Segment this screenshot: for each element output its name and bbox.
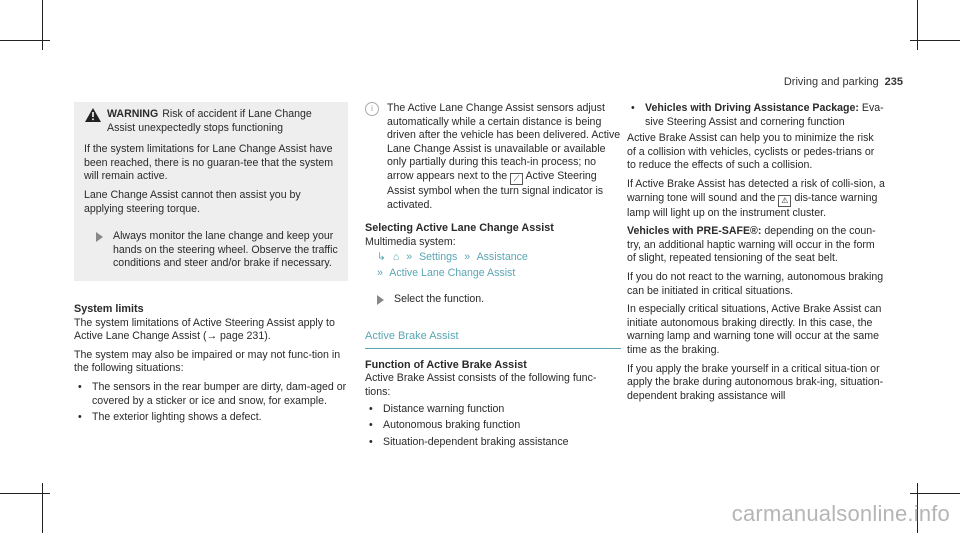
info-text: Active Steering Assist symbol when the turn signal indicator is activated.	[387, 169, 604, 211]
paragraph: In especially critical situations, Active Brake Assist can initiate autonomous braking directly. In this case, the warning lamp and warning tone will occur at the same time as the braking.	[627, 303, 882, 356]
paragraph: If you do not react to the warning, autonomous braking can be initiated in critical situations.	[627, 270, 884, 297]
steering-assist-icon: ⟋	[510, 173, 523, 185]
info-note	[365, 102, 621, 212]
warning-paragraph: If the system limitations for Lane Change Assist have been reached, there is no guaran-tee that the system will remain active.	[84, 143, 334, 183]
warning-paragraph: Lane Change Assist cannot then assist you by applying steering torque.	[84, 188, 301, 215]
paragraph: If Active Brake Assist has detected a risk of colli-sion, a warning tone will sound and the ⚠ dis-tance warning lamp will light up on the instrument cluster.	[627, 177, 885, 219]
menu-item-settings[interactable]: Settings	[419, 251, 458, 264]
info-icon: i	[365, 102, 379, 116]
subheading: System limits	[74, 302, 144, 315]
action-text: Always monitor the lane change and keep your hands on the steering wheel. Observe the traffic conditions and steer and/or brake if necessary.	[113, 230, 338, 270]
section-title: Active Brake Assist	[365, 330, 621, 349]
warning-box	[74, 102, 348, 281]
running-header	[784, 76, 903, 88]
action-arrow-icon	[96, 232, 103, 242]
section-name: Driving and parking	[783, 76, 879, 88]
action-text: Select the function.	[394, 292, 485, 305]
paragraph: The system limitations of Active Steering Assist apply to Active Lane Change Assist (→ page 231).	[74, 316, 335, 343]
paragraph: The system may also be impaired or may not func-tion in the following situations:	[74, 348, 341, 375]
chevron-right-icon: »	[406, 251, 413, 264]
paragraph: Active Brake Assist can help you to minimize the risk of a collision with vehicles, cyclists or pedes-trians or to reduce the effects of such a collision.	[627, 132, 875, 172]
menu-item-assistance[interactable]: Assistance	[476, 251, 528, 264]
subheading: Selecting Active Lane Change Assist	[365, 222, 554, 235]
bullet-list	[365, 403, 621, 450]
home-icon: ⌂	[392, 251, 400, 264]
path-arrow-icon: ↳	[377, 251, 386, 264]
distance-warning-icon: ⚠	[778, 195, 791, 207]
info-text: The Active Lane Change Assist sensors adjust automatically while a certain distance is being driven after the vehicle has been delivered. Active Lane Change Assist is unavailable or available only partially during this teach-in process; no arrow appears next to the	[387, 102, 621, 182]
menu-item-active-lane-change[interactable]: Active Lane Change Assist	[389, 266, 516, 279]
list-item: • Autonomous braking function	[369, 419, 521, 432]
chevron-right-icon: »	[464, 251, 471, 264]
page-number: 235	[884, 76, 903, 88]
action-arrow-icon	[377, 295, 384, 305]
action-step	[96, 230, 338, 271]
menu-path	[377, 267, 621, 281]
column-left	[74, 102, 348, 428]
list-item: • The sensors in the rear bumper are dirty, dam-aged or covered by a sticker or ice and snow, for example.	[78, 380, 347, 407]
list-item: • Vehicles with Driving Assistance Package: Eva-sive Steering Assist and cornering function	[631, 102, 884, 128]
paragraph: Active Brake Assist consists of the following func-tions:	[365, 372, 597, 398]
crop-mark	[42, 483, 43, 533]
warning-triangle-icon	[85, 108, 101, 122]
subheading: Function of Active Brake Assist	[365, 358, 527, 371]
crop-mark	[917, 0, 918, 50]
column-middle	[365, 102, 621, 452]
paragraph: Multimedia system:	[365, 235, 456, 248]
list-item: • The exterior lighting shows a defect.	[78, 411, 262, 424]
menu-path	[377, 251, 621, 265]
column-right	[627, 102, 885, 408]
paragraph: Vehicles with PRE-SAFE®: depending on the coun-try, an additional haptic warning will occur in the form of slight, repeated tensioning of the seat belt.	[627, 225, 876, 265]
list-item: • Situation-dependent braking assistance	[369, 435, 569, 448]
warning-title: WARNING	[107, 108, 159, 120]
list-item: • Distance warning function	[369, 402, 505, 415]
action-step	[377, 293, 621, 307]
bullet-list	[627, 102, 885, 129]
chevron-right-icon: »	[377, 266, 383, 279]
warning-text: Risk of accident if Lane Change Assist unexpectedly stops functioning	[107, 108, 312, 134]
watermark: carmanualsonline.info	[731, 501, 950, 526]
crop-mark	[42, 0, 43, 50]
paragraph: If you apply the brake yourself in a critical situa-tion or apply the brake during autonomous brak-ing, situation-dependent braking assistance will	[627, 362, 884, 402]
bullet-list	[74, 381, 348, 425]
